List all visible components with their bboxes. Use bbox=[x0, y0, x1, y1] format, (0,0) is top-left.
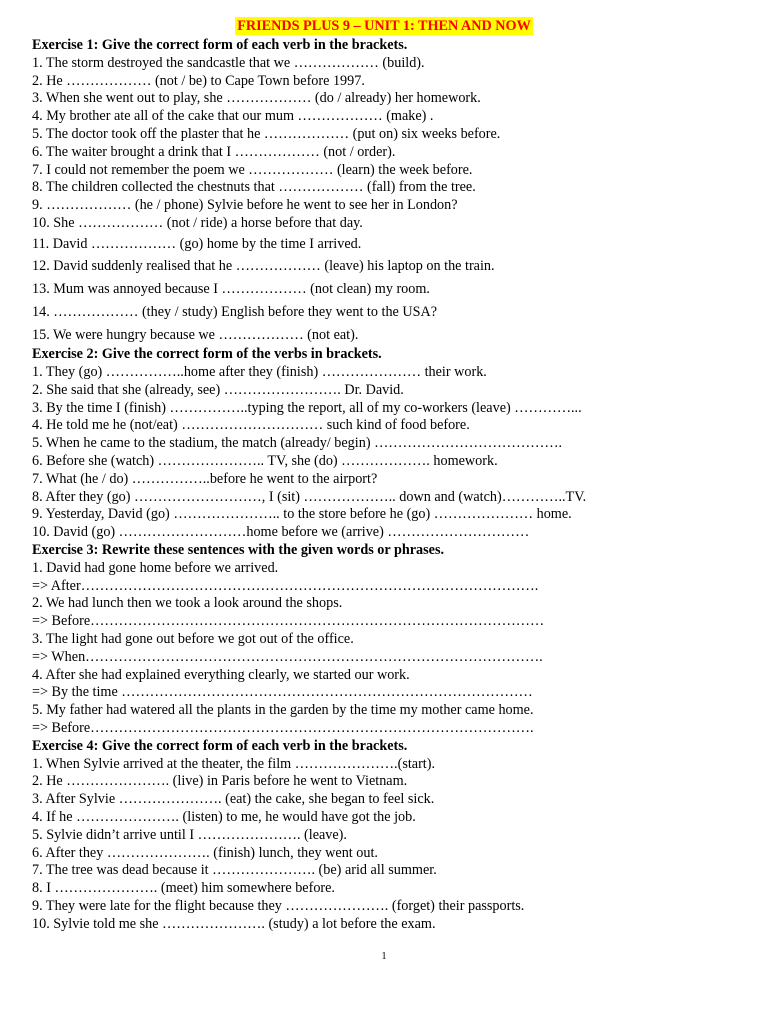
exercise-4-item: 6. After they …………………. (finish) lunch, they went out. bbox=[32, 844, 378, 861]
exercise-1-item: 4. My brother ate all of the cake that our mum ……………… (make) . bbox=[32, 108, 434, 125]
exercise-1-item: 7. I could not remember the poem we ……………… (learn) the week before. bbox=[32, 161, 473, 178]
exercise-3-heading: Exercise 3: Rewrite these sentences with the given words or phrases. bbox=[32, 542, 445, 559]
exercise-4-item: 8. I …………………. (meet) him somewhere before. bbox=[32, 880, 335, 897]
exercise-4-heading: Exercise 4: Give the correct form of each verb in the brackets. bbox=[32, 737, 408, 754]
exercise-3-answer-line: => Before…………………………………………………………………………………… bbox=[32, 613, 545, 630]
exercise-2-item: 5. When he came to the stadium, the match (already/ begin) …………………………………. bbox=[32, 435, 563, 452]
exercise-1-item: 6. The waiter brought a drink that I ……………… (not / order). bbox=[32, 143, 396, 160]
page-number: 1 bbox=[381, 951, 387, 962]
exercise-1-item: 3. When she went out to play, she ……………… (do / already) her homework. bbox=[32, 90, 481, 107]
exercise-2-item: 9. Yesterday, David (go) ………………….. to the store before he (go) ………………… home. bbox=[32, 506, 572, 523]
exercise-2-item: 4. He told me he (not/eat) ………………………… such kind of food before. bbox=[32, 417, 470, 434]
exercise-2-item: 3. By the time I (finish) ……………..typing the report, all of my co-workers (leave) …………... bbox=[32, 399, 582, 416]
title-row bbox=[0, 17, 768, 36]
exercise-1-item: 12. David suddenly realised that he ……………… (leave) his laptop on the train. bbox=[32, 258, 495, 275]
exercise-1-item: 9. ……………… (he / phone) Sylvie before he went to see her in London? bbox=[32, 197, 458, 214]
exercise-1-item: 15. We were hungry because we ……………… (not eat). bbox=[32, 326, 359, 343]
exercise-1-item: 11. David ……………… (go) home by the time I arrived. bbox=[32, 235, 362, 252]
exercise-1-item: 10. She ……………… (not / ride) a horse before that day. bbox=[32, 214, 363, 231]
exercise-2-item: 2. She said that she (already, see) ……………………. Dr. David. bbox=[32, 381, 404, 398]
exercise-3-answer-line: => Before…………………………………………………………………………………. bbox=[32, 720, 534, 737]
exercise-1-heading: Exercise 1: Give the correct form of each verb in the brackets. bbox=[32, 37, 408, 53]
exercise-1-item: 8. The children collected the chestnuts that ……………… (fall) from the tree. bbox=[32, 179, 476, 196]
exercise-4-item: 7. The tree was dead because it …………………. (be) arid all summer. bbox=[32, 862, 437, 879]
exercise-1-item: 5. The doctor took off the plaster that he ……………… (put on) six weeks before. bbox=[32, 125, 501, 142]
exercise-2-item: 7. What (he / do) ……………..before he went to the airport? bbox=[32, 470, 378, 487]
exercise-3-item: 3. The light had gone out before we got out of the office. bbox=[32, 631, 354, 648]
exercise-3-answer-line: => By the time …………………………………………………………………………… bbox=[32, 684, 533, 701]
exercise-4-item: 5. Sylvie didn’t arrive until I …………………. (leave). bbox=[32, 826, 347, 843]
exercise-2-item: 8. After they (go) ………………………, I (sit) ……………….. down and (watch)…………..TV. bbox=[32, 488, 587, 505]
exercise-4-item: 4. If he …………………. (listen) to me, he would have got the job. bbox=[32, 809, 416, 825]
exercise-3-item: 2. We had lunch then we took a look around the shops. bbox=[32, 595, 343, 612]
exercise-4-item: 10. Sylvie told me she …………………. (study) a lot before the exam. bbox=[32, 915, 436, 932]
exercise-1-item: 1. The storm destroyed the sandcastle that we ……………… (build). bbox=[32, 54, 425, 71]
exercise-3-answer-line: => When……………………………………………………………………………………. bbox=[32, 648, 543, 665]
exercise-2-item: 10. David (go) ………………………home before we (arrive) ………………………… bbox=[32, 524, 530, 541]
exercise-1-item: 2. He ……………… (not / be) to Cape Town before 1997. bbox=[32, 72, 365, 89]
exercise-2-heading: Exercise 2: Give the correct form of the verbs in brackets. bbox=[32, 346, 382, 363]
exercise-1-item: 14. ……………… (they / study) English before they went to the USA? bbox=[32, 303, 438, 320]
exercise-2-item: 1. They (go) ……………..home after they (finish) ………………… their work. bbox=[32, 364, 487, 381]
exercise-4-item: 9. They were late for the flight because they …………………. (forget) their passports. bbox=[32, 897, 525, 914]
document-title: FRIENDS PLUS 9 – UNIT 1: THEN AND NOW bbox=[237, 18, 531, 34]
worksheet-body bbox=[32, 37, 752, 934]
exercise-3-answer-line: => After……………………………………………………………………………………. bbox=[32, 577, 539, 594]
exercise-3-item: 1. David had gone home before we arrived. bbox=[32, 559, 279, 576]
exercise-4-item: 1. When Sylvie arrived at the theater, the film ………………….(start). bbox=[32, 755, 436, 772]
exercise-3-item: 5. My father had watered all the plants in the garden by the time my mother came home. bbox=[32, 702, 534, 719]
exercise-4-item: 3. After Sylvie …………………. (eat) the cake, she began to feel sick. bbox=[32, 791, 435, 808]
exercise-1-item: 13. Mum was annoyed because I ……………… (not clean) my room. bbox=[32, 281, 430, 298]
exercise-2-item: 6. Before she (watch) ………………….. TV, she (do) ………………. homework. bbox=[32, 453, 498, 470]
exercise-4-item: 2. He …………………. (live) in Paris before he went to Vietnam. bbox=[32, 773, 408, 790]
exercise-3-item: 4. After she had explained everything clearly, we started our work. bbox=[32, 666, 410, 683]
